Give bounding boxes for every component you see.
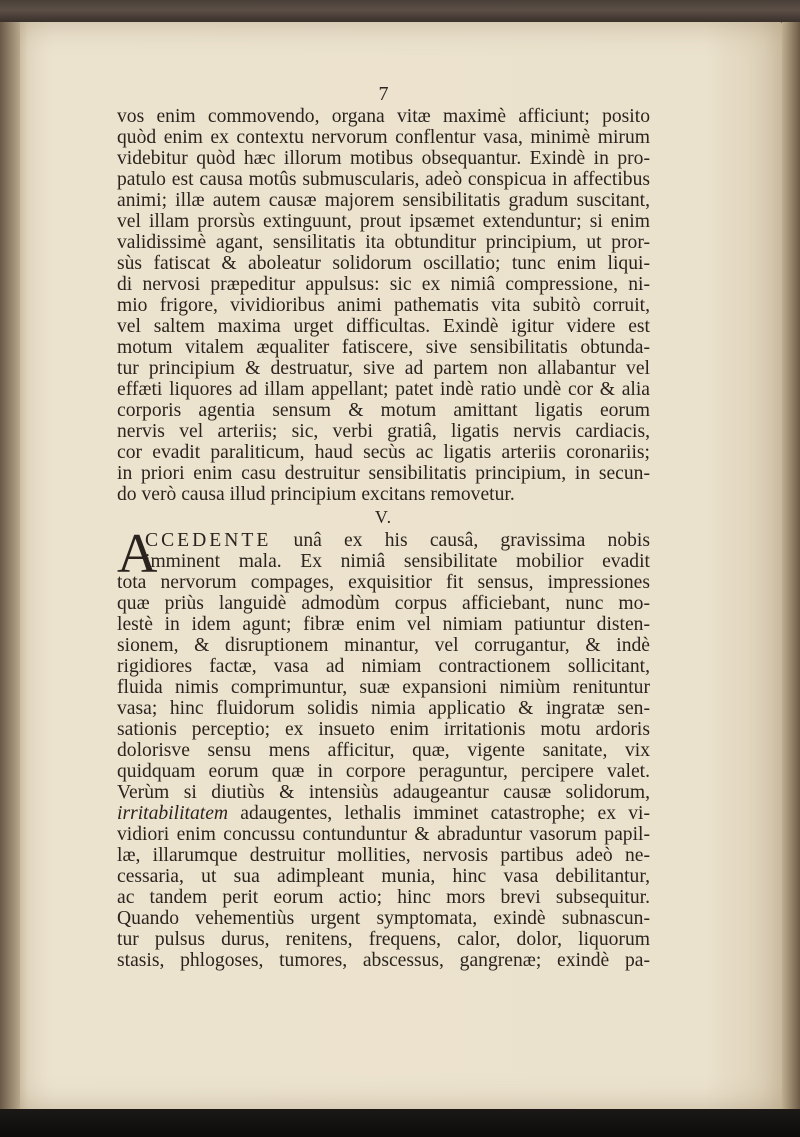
text-line: animi; illæ autem causæ majorem sensibilitatis gradum suscitant, bbox=[117, 190, 650, 211]
page-text bbox=[117, 83, 650, 971]
bottom-edge bbox=[0, 1109, 800, 1137]
text-line: vos enim commovendo, organa vitæ maximè afficiunt; posito bbox=[117, 106, 650, 127]
text-line: motum vitalem æqualiter fatiscere, sive sensibilitatis obtunda- bbox=[117, 337, 650, 358]
italic-word: irritabilitatem bbox=[117, 803, 229, 824]
text-line: quæ priùs languidè admodùm corpus afficiebant, nunc mo- bbox=[117, 593, 650, 614]
text-line: cessaria, ut sua adimpleant munia, hinc vasa debilitantur, bbox=[117, 866, 650, 887]
text-line: Quando vehementiùs urgent symptomata, exindè subnascun- bbox=[117, 908, 650, 929]
text-line: tur pulsus durus, renitens, frequens, calor, dolor, liquorum bbox=[117, 929, 650, 950]
paragraph-2-line bbox=[117, 530, 650, 551]
text-line: vel illam prorsùs extinguunt, prout ipsæmet extenduntur; si enim bbox=[117, 211, 650, 232]
first-line-rest: unâ ex his causâ, gravissima nobis bbox=[293, 530, 650, 551]
text-line: sionem, & disruptionem minantur, vel corrugantur, & indè bbox=[117, 635, 650, 656]
text-line: di nervosi præpeditur appulsus: sic ex nimiâ compressione, ni- bbox=[117, 274, 650, 295]
text-line: patulo est causa motûs submuscularis, adeò conspicua in affectibus bbox=[117, 169, 650, 190]
paragraph-2-body bbox=[117, 572, 650, 803]
text-line: rigidiores factæ, vasa ad nimiam contractionem sollicitant, bbox=[117, 656, 650, 677]
text-line: validissimè agant, sensilitatis ita obtunditur principium, ut pror- bbox=[117, 232, 650, 253]
page-number: 7 bbox=[378, 83, 389, 105]
text-line: læ, illarumque destruitur mollities, nervosis partibus adeò ne- bbox=[117, 845, 650, 866]
text-line: tota nervorum compages, exquisitior fit sensus, impressiones bbox=[117, 572, 650, 593]
text-line: ac tandem perit eorum actio; hinc mors brevi subsequitur. bbox=[117, 887, 650, 908]
text-line: sùs fatiscat & aboleatur solidorum oscillatio; tunc enim liqui- bbox=[117, 253, 650, 274]
text-line: in priori enim casu destruitur sensibilitatis principium, in secun- bbox=[117, 463, 650, 484]
text-line: sationis perceptio; ex insueto enim irritationis motu ardoris bbox=[117, 719, 650, 740]
text-line: nervis vel arteriis; sic, verbi gratiâ, ligatis nervis cardiacis, bbox=[117, 421, 650, 442]
spine-shadow bbox=[0, 22, 20, 1110]
paragraph-2-line: imminent mala. Ex nimiâ sensibilitate mobilior evadit bbox=[145, 551, 650, 572]
text-line: quidquam eorum quæ in corpore peraguntur, percipere valet. bbox=[117, 761, 650, 782]
text-line: tur principium & destruatur, sive ad partem non allabantur vel bbox=[117, 358, 650, 379]
text-line: lestè in idem agunt; fibræ enim vel nimiam patiuntur disten- bbox=[117, 614, 650, 635]
text-line: fluida nimis comprimuntur, suæ expansioni nimiùm renituntur bbox=[117, 677, 650, 698]
text-line: stasis, phlogoses, tumores, abscessus, gangrenæ; exindè pa- bbox=[117, 950, 650, 971]
text-line: Verùm si diutiùs & intensiùs adaugeantur causæ solidorum, bbox=[117, 782, 650, 803]
section-number: V. bbox=[374, 507, 393, 527]
paragraph-2 bbox=[117, 523, 650, 971]
text-line: dolorisve sensu mens afficitur, quæ, vigente sanitate, vix bbox=[117, 740, 650, 761]
text-line: quòd enim ex contextu nervorum conflentur vasa, minimè mirum bbox=[117, 127, 650, 148]
drop-cap: A bbox=[117, 523, 158, 585]
text-line: vel saltem maxima urget difficultas. Exindè igitur videre est bbox=[117, 316, 650, 337]
paragraph-2-line bbox=[117, 803, 650, 824]
text-line: mio frigore, vividioribus animi pathematis vita subitò corruit, bbox=[117, 295, 650, 316]
italic-line-rest: adaugentes, lethalis imminet catastrophe; ex vi- bbox=[240, 803, 650, 824]
page-edge bbox=[782, 22, 800, 1110]
text-line: vasa; hinc fluidorum solidis nimia applicatio & ingratæ sen- bbox=[117, 698, 650, 719]
text-line: corporis agentia sensum & motum amittant ligatis eorum bbox=[117, 400, 650, 421]
paragraph-2-body-end bbox=[117, 824, 650, 971]
text-line: videbitur quòd hæc illorum motibus obsequantur. Exindè in pro- bbox=[117, 148, 650, 169]
first-word: CCEDENTE bbox=[145, 530, 272, 551]
paragraph-1 bbox=[117, 106, 650, 505]
text-line: cor evadit paraliticum, haud secùs ac ligatis arteriis coronariis; bbox=[117, 442, 650, 463]
text-line: effæti liquores ad illam appellant; patet indè ratio undè cor & alia bbox=[117, 379, 650, 400]
text-line: vidiori enim concussu contunduntur & abraduntur vasorum papil- bbox=[117, 824, 650, 845]
text-line: do verò causa illud principium excitans removetur. bbox=[117, 484, 515, 505]
